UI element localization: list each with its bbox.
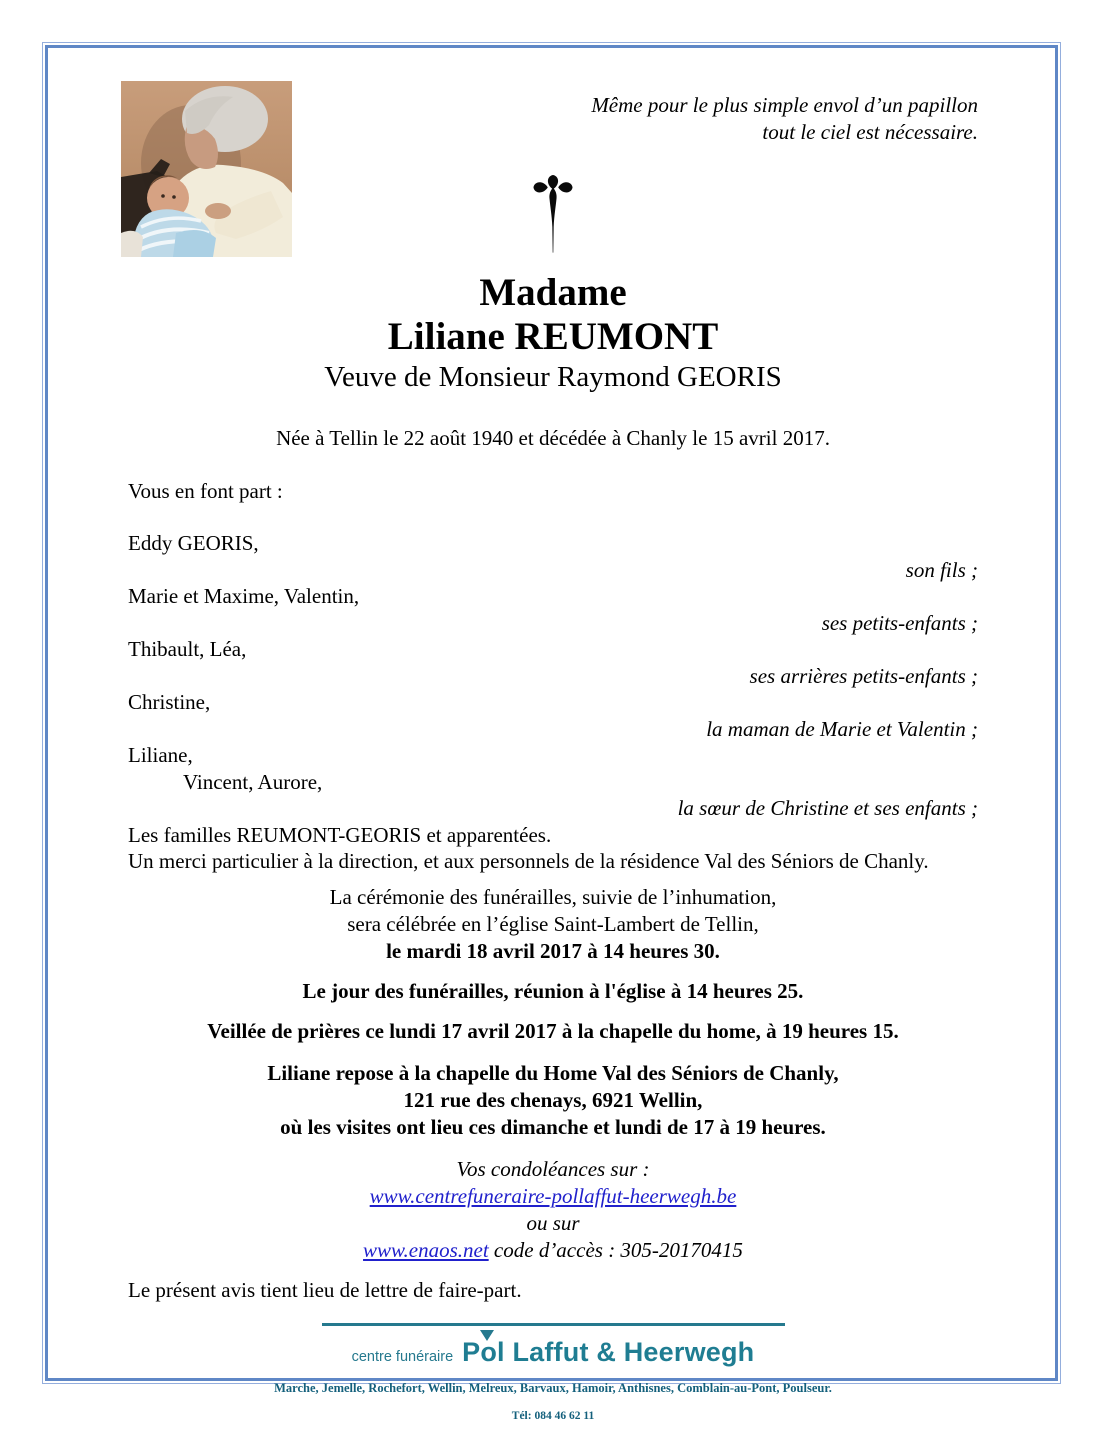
ceremony-block: [128, 884, 978, 965]
ceremony-date-line: le mardi 18 avril 2017 à 14 heures 30.: [386, 938, 720, 963]
family-role: ses arrières petits-enfants ;: [749, 663, 978, 688]
memorial-quote: [128, 92, 978, 146]
deceased-title: Madame: [479, 270, 627, 314]
meeting-line: Le jour des funérailles, réunion à l'église à 14 heures 25.: [302, 978, 804, 1003]
document-body: [48, 46, 1058, 1430]
funeral-home-logo: [128, 1323, 978, 1430]
family-names: Eddy GEORIS,: [128, 531, 259, 555]
memorial-quote-line1: Même pour le plus simple envol d’un papillon: [591, 93, 978, 117]
repose-block: [128, 1060, 978, 1141]
footer-rule: [322, 1323, 785, 1326]
repose-line1: Liliane repose à la chapelle du Home Val des Séniors de Chanly,: [267, 1060, 839, 1085]
condolence-link-primary[interactable]: www.centrefuneraire-pollaffut-heerwegh.be: [369, 1183, 737, 1208]
family-role: ses petits-enfants ;: [821, 610, 978, 635]
deceased-name: Liliane REUMONT: [387, 314, 719, 358]
ceremony-line2: sera célébrée en l’église Saint-Lambert de Tellin,: [347, 911, 759, 936]
cross-icon: [128, 174, 978, 261]
life-dates: Née à Tellin le 22 août 1940 et décédée à Chanly le 15 avril 2017.: [276, 425, 830, 450]
family-names: Marie et Maxime, Valentin,: [128, 584, 360, 608]
family-role: son fils ;: [905, 557, 978, 582]
access-code: code d’accès : 305-20170415: [493, 1237, 743, 1262]
down-triangle-icon: [480, 1330, 494, 1341]
thanks-line: Un merci particulier à la direction, et aux personnels de la résidence Val des Séniors de Chanly.: [128, 849, 929, 873]
repose-line2: 121 rue des chenays, 6921 Wellin,: [403, 1087, 703, 1112]
families-line: Les familles REUMONT-GEORIS et apparentées.: [128, 822, 552, 847]
condolences-block: [128, 1156, 978, 1264]
repose-line3: où les visites ont lieu ces dimanche et lundi de 17 à 19 heures.: [280, 1114, 826, 1139]
brand-prefix: centre funéraire: [351, 1349, 454, 1365]
family-names-indented: Vincent, Aurore,: [183, 769, 323, 794]
brand-name: Pol Laffut & Heerwegh: [462, 1337, 755, 1367]
family-names: Christine,: [128, 690, 211, 714]
ceremony-line1: La cérémonie des funérailles, suivie de l’inhumation,: [329, 884, 777, 909]
vigil-line: Veillée de prières ce lundi 17 avril 2017 à la chapelle du home, à 19 heures 15.: [207, 1018, 899, 1043]
condolences-conjunction: ou sur: [526, 1210, 580, 1235]
family-names: Thibault, Léa,: [128, 637, 247, 661]
closing-line: Le présent avis tient lieu de lettre de faire-part.: [128, 1277, 522, 1302]
family-role: la maman de Marie et Valentin ;: [706, 716, 978, 741]
footer-phone: Tél: 084 46 62 11: [511, 1410, 595, 1422]
deceased-subtitle: Veuve de Monsieur Raymond GEORIS: [324, 360, 782, 393]
condolences-heading: Vos condoléances sur :: [456, 1156, 650, 1181]
memorial-quote-line2: tout le ciel est nécessaire.: [762, 120, 978, 144]
family-names: Liliane,: [128, 743, 193, 767]
footer-locations: Marche, Jemelle, Rochefort, Wellin, Melreux, Barvaux, Hamoir, Anthisnes, Comblain-au-Pont, Poulseur.: [274, 1380, 832, 1395]
family-list: [128, 530, 978, 875]
condolence-link-secondary[interactable]: www.enaos.net: [363, 1237, 489, 1262]
announcement-intro: Vous en font part :: [128, 478, 283, 503]
family-role: la sœur de Christine et ses enfants ;: [677, 796, 978, 820]
